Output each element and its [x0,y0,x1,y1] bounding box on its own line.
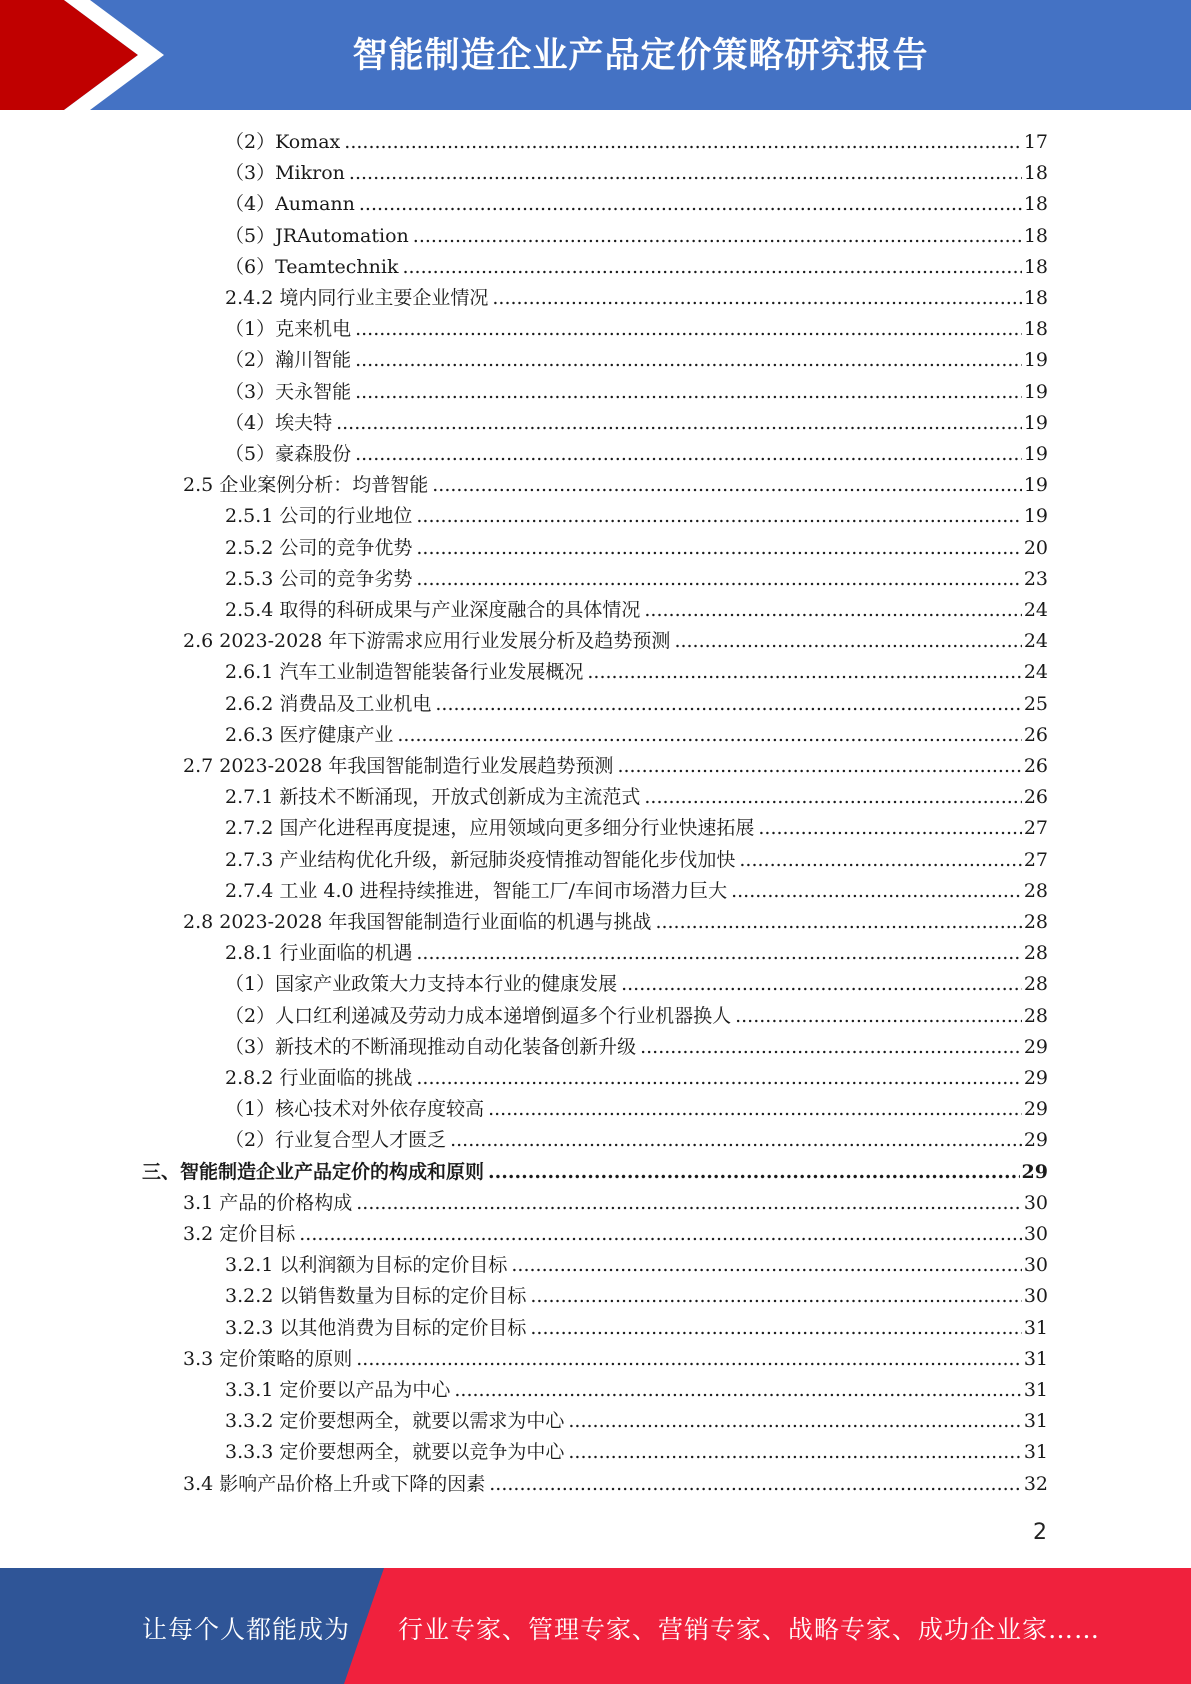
toc-entry[interactable] [225,876,1048,907]
toc-entry[interactable] [225,158,1048,189]
toc-entry-label: 2.7.4 工业 4.0 进程持续推进，智能工厂/车间市场潜力巨大 [225,879,728,902]
toc-entry[interactable] [225,1313,1048,1344]
toc-entry-page: 27 [1023,848,1048,871]
toc-entry[interactable] [225,969,1048,1000]
toc-entry-page: 26 [1023,755,1048,777]
toc-leader-dots [739,845,1021,876]
toc-entry[interactable] [225,782,1048,813]
toc-entry-page: 19 [1023,380,1048,403]
page-header [0,0,1191,110]
toc-entry-label: （3）新技术的不断涌现推动自动化装备创新升级 [225,1035,637,1058]
toc-entry-page: 17 [1023,131,1048,153]
toc-leader-dots [356,1188,1022,1219]
toc-entry-page: 19 [1023,349,1048,372]
toc-entry-page: 20 [1023,536,1048,559]
toc-entry-page: 29 [1023,1067,1048,1089]
toc-entry[interactable] [225,657,1048,688]
toc-entry-page: 18 [1023,287,1048,309]
toc-entry-page: 19 [1023,443,1048,465]
toc-entry-page: 24 [1023,599,1048,621]
toc-entry-page: 30 [1023,1285,1048,1308]
toc-entry[interactable] [225,938,1048,969]
toc-entry-page: 27 [1023,817,1048,840]
toc-entry-page: 30 [1023,1223,1048,1245]
toc-entry-label: （5）JRAutomation [225,224,409,247]
toc-entry-page: 23 [1023,567,1048,590]
toc-entry[interactable] [225,189,1048,220]
toc-entry-page: 30 [1023,1191,1048,1214]
toc-entry[interactable] [225,345,1048,376]
toc-leader-dots [587,657,1021,688]
page-number: 2 [1033,1520,1047,1545]
toc-entry[interactable] [225,439,1048,470]
toc-entry-label: 2.6 2023-2028 年下游需求应用行业发展分析及趋势预测 [183,630,671,653]
toc-leader-dots [454,1375,1021,1406]
toc-entry[interactable] [225,221,1048,252]
toc-entry-label: 3.3 定价策略的原则 [183,1347,353,1370]
toc-entry-page: 28 [1023,1004,1048,1027]
toc-entry-page: 24 [1023,630,1048,653]
toc-entry-label: 2.7.1 新技术不断涌现，开放式创新成为主流范式 [225,786,641,809]
toc-entry[interactable] [225,408,1048,439]
toc-entry-label: 3.2.1 以利润额为目标的定价目标 [225,1254,508,1277]
toc-entry[interactable] [225,564,1048,595]
toc-entry-label: 2.5.1 公司的行业地位 [225,505,413,528]
toc-entry[interactable] [225,252,1048,283]
toc-leader-dots [617,751,1021,782]
toc-entry-label: 三、智能制造企业产品定价的构成和原则 [142,1160,485,1183]
toc-entry-label: 3.2.3 以其他消费为目标的定价目标 [225,1316,527,1339]
toc-leader-dots [397,720,1021,751]
toc-leader-dots [416,533,1021,564]
toc-entry[interactable] [225,1001,1048,1032]
toc-leader-dots [413,221,1022,252]
toc-entry-label: （6）Teamtechnik [225,255,399,278]
toc-leader-dots [568,1406,1021,1437]
toc-entry-page: 18 [1023,255,1048,278]
toc-leader-dots [758,813,1021,844]
toc-entry-page: 31 [1023,1410,1048,1433]
toc-entry[interactable] [183,470,1048,501]
toc-entry[interactable] [225,1032,1048,1063]
toc-leader-dots [359,189,1022,220]
toc-entry[interactable] [225,1063,1048,1094]
toc-entry[interactable] [225,377,1048,408]
toc-entry-label: （2）瀚川智能 [225,349,352,372]
toc-entry[interactable] [183,751,1048,782]
toc-entry-label: 2.8.2 行业面临的挑战 [225,1067,413,1089]
toc-leader-dots [416,938,1021,969]
toc-entry-label: 2.5.3 公司的竞争劣势 [225,567,413,590]
toc-entry-page: 19 [1023,505,1048,528]
toc-entry[interactable] [225,283,1048,314]
toc-entry[interactable] [225,1281,1048,1312]
toc-entry[interactable] [183,1469,1048,1500]
toc-leader-dots [344,127,1022,158]
toc-leader-dots [568,1437,1021,1468]
header-title: 智能制造企业产品定价策略研究报告 [352,36,929,76]
toc-entry-page: 31 [1023,1316,1048,1339]
toc-entry-label: （2）行业复合型人才匮乏 [225,1129,447,1152]
toc-entry[interactable] [225,1406,1048,1437]
toc-leader-dots [674,626,1021,657]
toc-leader-dots [488,1094,1022,1125]
toc-entry-page: 29 [1023,1035,1048,1058]
toc-entry-label: 3.2 定价目标 [183,1223,296,1245]
toc-entry-page: 31 [1023,1347,1048,1370]
toc-entry[interactable] [225,689,1048,720]
toc-leader-dots [621,969,1022,1000]
toc-entry[interactable] [225,845,1048,876]
toc-entry-page: 30 [1023,1254,1048,1277]
toc-entry[interactable] [225,595,1048,626]
toc-entry-label: 2.4.2 境内同行业主要企业情况 [225,287,489,309]
toc-entry-page: 25 [1023,692,1048,715]
toc-entry-label: （1）核心技术对外依存度较高 [225,1098,485,1121]
toc-entry-label: 3.3.2 定价要想两全，就要以需求为中心 [225,1410,565,1433]
toc-leader-dots [416,564,1021,595]
toc-entry-page: 28 [1023,942,1048,965]
toc-entry[interactable] [225,813,1048,844]
toc-entry-label: 2.6.3 医疗健康产业 [225,723,394,746]
toc-entry[interactable] [183,907,1048,938]
toc-entry-label: 3.2.2 以销售数量为目标的定价目标 [225,1285,527,1308]
toc-entry-label: 2.8 2023-2028 年我国智能制造行业面临的机遇与挑战 [183,911,652,933]
toc-entry-label: 2.5.4 取得的科研成果与产业深度融合的具体情况 [225,599,641,621]
toc-entry-label: 3.4 影响产品价格上升或下降的因素 [183,1472,486,1495]
toc-leader-dots [355,345,1022,376]
toc-entry-page: 24 [1023,661,1048,684]
toc-entry-page: 31 [1023,1441,1048,1464]
toc-entry[interactable] [225,1125,1048,1156]
footer-slogan-right: 行业专家、管理专家、营销专家、战略专家、成功企业家…… [398,1615,1101,1644]
toc-entry-label: （3）天永智能 [225,380,352,403]
toc-entry-label: （2）人口红利递减及劳动力成本递增倒逼多个行业机器换人 [225,1004,732,1027]
toc-entry-label: （1）国家产业政策大力支持本行业的健康发展 [225,973,618,996]
toc-entry-label: （1）克来机电 [225,318,352,341]
footer-slogan-left: 让每个人都能成为 [142,1615,351,1644]
toc-leader-dots [735,1001,1022,1032]
toc-leader-dots [432,470,1022,501]
toc-leader-dots [530,1281,1021,1312]
toc-leader-dots [640,1032,1022,1063]
toc-entry-label: （5）豪森股份 [225,443,352,465]
toc-entry-page: 29 [1023,1098,1048,1121]
toc-entry[interactable] [183,1188,1048,1219]
toc-leader-dots [299,1219,1022,1250]
toc-entry-page: 29 [1023,1129,1048,1152]
toc-leader-dots [731,876,1022,907]
toc-leader-dots [489,1469,1022,1500]
toc-entry[interactable] [142,1157,1048,1188]
toc-entry[interactable] [183,1344,1048,1375]
toc-entry-label: （4）埃夫特 [225,411,333,434]
toc-leader-dots [644,595,1021,626]
toc-entry[interactable] [225,1437,1048,1468]
toc-entry[interactable] [225,127,1048,158]
toc-leader-dots [336,408,1022,439]
toc-entry-label: 3.3.1 定价要以产品为中心 [225,1379,451,1401]
toc-entry-label: （4）Aumann [225,193,355,216]
toc-entry-page: 18 [1023,318,1048,341]
toc-leader-dots [655,907,1021,938]
toc-entry-label: （3）Mikron [225,162,345,185]
toc-entry-page: 28 [1023,911,1048,933]
toc-leader-dots [355,377,1022,408]
toc-entry-label: 2.7.2 国产化进程再度提速，应用领域向更多细分行业快速拓展 [225,817,755,840]
toc-entry-label: 2.7.3 产业结构优化升级，新冠肺炎疫情推动智能化步伐加快 [225,848,736,871]
toc-entry-page: 29 [1021,1160,1048,1183]
toc-leader-dots [355,314,1022,345]
toc-leader-dots [530,1313,1021,1344]
toc-leader-dots [355,439,1022,470]
toc-entry-page: 19 [1023,474,1048,497]
toc-entry-page: 26 [1023,723,1048,746]
toc-entry[interactable] [225,314,1048,345]
toc-leader-dots [402,252,1021,283]
toc-leader-dots [416,1063,1021,1094]
toc-entry-page: 18 [1023,224,1048,247]
toc-entry-page: 31 [1023,1379,1048,1401]
toc-leader-dots [349,158,1022,189]
toc-entry-label: 2.7 2023-2028 年我国智能制造行业发展趋势预测 [183,755,614,777]
toc-entry-page: 26 [1023,786,1048,809]
toc-entry-page: 28 [1023,973,1048,996]
toc-leader-dots [511,1250,1021,1281]
toc-entry-label: 3.1 产品的价格构成 [183,1191,353,1214]
toc-leader-dots [416,501,1021,532]
toc-entry-page: 18 [1023,193,1048,216]
toc-leader-dots [435,689,1021,720]
toc-leader-dots [450,1125,1022,1156]
toc-entry[interactable] [225,1375,1048,1406]
toc-leader-dots [644,782,1021,813]
page-footer [0,1568,1191,1684]
toc-entry-label: 2.6.1 汽车工业制造智能装备行业发展概况 [225,661,584,684]
toc-leader-dots [488,1157,1020,1188]
toc-entry-label: 2.6.2 消费品及工业机电 [225,692,432,715]
toc-entry[interactable] [225,533,1048,564]
toc-entry-page: 28 [1023,879,1048,902]
toc-entry[interactable] [225,1250,1048,1281]
toc-entry-page: 32 [1023,1472,1048,1495]
toc-leader-dots [492,283,1021,314]
toc-entry-label: 2.8.1 行业面临的机遇 [225,942,413,965]
toc-entry[interactable] [225,501,1048,532]
toc-entry-page: 18 [1023,162,1048,185]
toc-leader-dots [356,1344,1022,1375]
toc-entry[interactable] [183,626,1048,657]
toc-entry-label: （2）Komax [225,131,341,153]
toc-entry[interactable] [225,1094,1048,1125]
toc-entry-page: 19 [1023,411,1048,434]
toc-entry-label: 3.3.3 定价要想两全，就要以竞争为中心 [225,1441,565,1464]
toc-entry[interactable] [183,1219,1048,1250]
toc-entry-label: 2.5 企业案例分析：均普智能 [183,474,429,497]
toc-entry-label: 2.5.2 公司的竞争优势 [225,536,413,559]
toc-entry[interactable] [225,720,1048,751]
